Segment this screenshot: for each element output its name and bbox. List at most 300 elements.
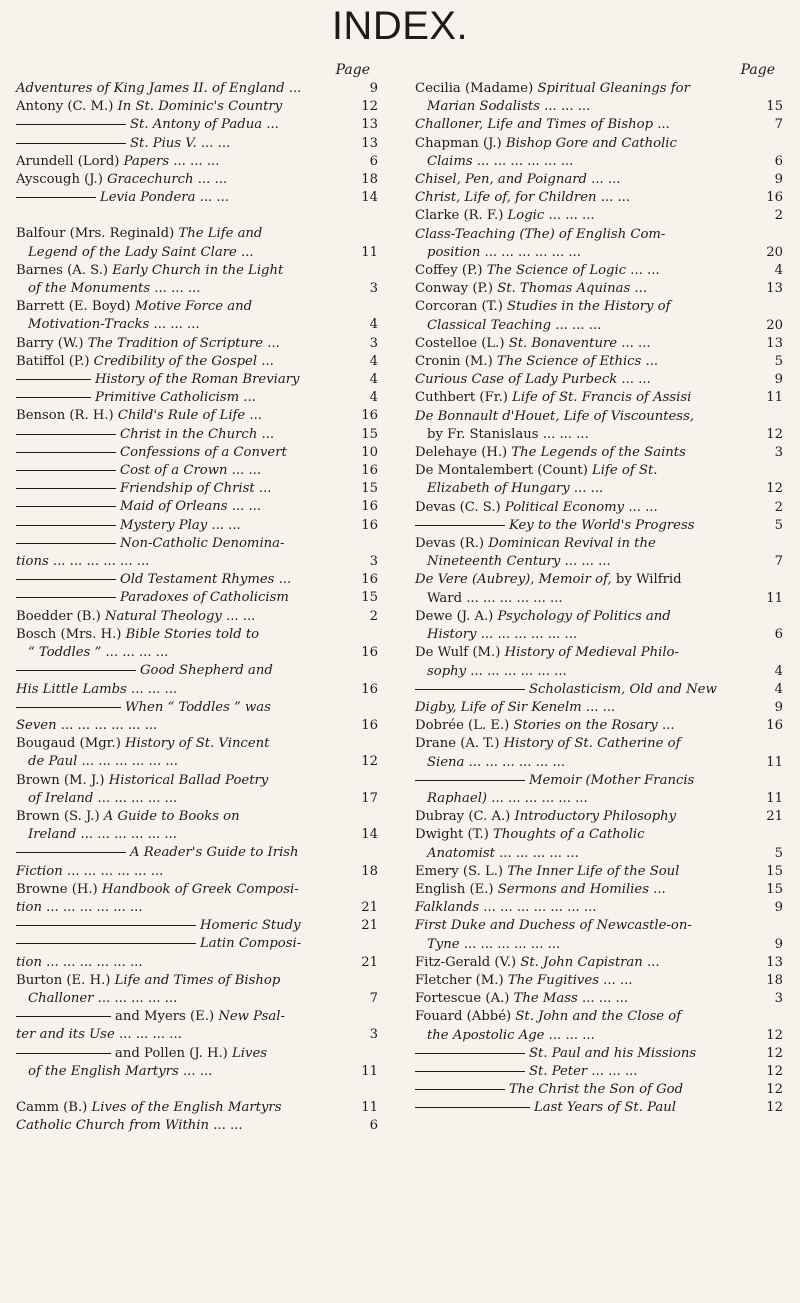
index-entry xyxy=(415,207,783,225)
entry-title: In St. Dominic's Country xyxy=(117,99,283,115)
index-entry xyxy=(415,408,783,426)
page-number: 15 xyxy=(766,99,783,115)
entry-title: Last Years of St. Paul xyxy=(534,1100,676,1116)
page-number: 5 xyxy=(774,845,783,861)
entry-title: Old Testament Rhymes xyxy=(120,572,275,588)
entry-title: Introductory Philosophy xyxy=(514,809,677,825)
entry-title: Life of St. xyxy=(592,463,658,479)
entry-author: Batiffol (P.) xyxy=(16,353,94,369)
page-number: 6 xyxy=(369,1118,378,1134)
entry-title: When “ Toddles ” was xyxy=(125,699,271,715)
leader-dots: ... ... xyxy=(209,1118,243,1134)
page-number: 14 xyxy=(361,827,378,843)
leader-dots: ... ... ... xyxy=(577,991,629,1007)
leader-dots: ... xyxy=(648,881,666,897)
entry-title: Legend of the Lady Saint Clare xyxy=(28,244,237,260)
leader-dots: ... ... ... ... ... xyxy=(93,790,178,806)
entry-title: Chisel, Pen, and Poignard xyxy=(415,172,587,188)
ditto-rule xyxy=(16,670,136,671)
entry-title: Motivation-Tracks xyxy=(28,317,150,333)
page-number: 9 xyxy=(774,699,783,715)
leader-dots: ... xyxy=(262,117,279,133)
index-entry xyxy=(16,935,378,953)
leader-dots: ... ... xyxy=(624,499,658,515)
entry-title: History of St. Catherine of xyxy=(503,736,681,752)
leader-dots: ... xyxy=(257,426,275,442)
entry-title: Elizabeth of Hungary xyxy=(427,481,570,497)
index-entry xyxy=(16,262,378,280)
entry-title: of the English Martyrs xyxy=(28,1063,179,1079)
index-column-left xyxy=(16,62,378,1135)
index-entry xyxy=(415,298,783,316)
leader-dots: ... xyxy=(657,718,675,734)
entry-title: de Paul xyxy=(28,754,78,770)
index-entry xyxy=(415,353,783,371)
leader-dots: ... ... xyxy=(227,499,262,515)
entry-title: St. Paul and his Missions xyxy=(529,1045,697,1061)
leader-dots: ... ... xyxy=(227,463,262,479)
index-entry xyxy=(415,735,783,753)
leader-dots: ... ... ... ... ... ... xyxy=(466,663,567,679)
entry-title: Papers xyxy=(123,153,170,169)
ditto-rule xyxy=(16,379,91,380)
entry-title: Bible Stories told to xyxy=(125,626,260,642)
index-entry xyxy=(415,644,783,662)
entry-title: History of St. Vincent xyxy=(125,736,270,752)
index-entry xyxy=(16,353,378,371)
entry-title: De Bonnault d'Houet, Life of Viscountess, xyxy=(415,408,695,424)
entry-title: Logic xyxy=(507,208,545,224)
entry-author: Dobrée (L. E.) xyxy=(415,718,514,734)
index-entry xyxy=(16,917,378,935)
leader-dots: ... ... ... xyxy=(544,1027,595,1043)
index-entry xyxy=(16,844,378,862)
leader-dots: ... ... ... ... ... xyxy=(93,990,178,1006)
page-number: 4 xyxy=(369,390,378,406)
index-entry xyxy=(415,590,783,608)
entry-author: Fletcher (M.) xyxy=(415,972,508,988)
index-entry xyxy=(16,116,378,134)
index-entry xyxy=(415,790,783,808)
page-number: 7 xyxy=(774,554,783,570)
leader-dots: ... ... ... ... xyxy=(101,645,169,661)
entry-title: Confessions of a Convert xyxy=(120,444,287,460)
index-entry xyxy=(415,717,783,735)
leader-dots: ... ... ... ... ... xyxy=(494,845,579,861)
leader-dots: ... ... ... ... ... ... xyxy=(56,717,158,733)
page-number: 16 xyxy=(361,408,378,424)
index-entry xyxy=(16,863,378,881)
entry-author: Burton (E. H.) xyxy=(16,972,115,988)
page-column-header: Page xyxy=(335,62,370,78)
entry-author: Dwight (T.) xyxy=(415,827,494,843)
entry-title: A Reader's Guide to Irish xyxy=(130,845,299,861)
entry-title: The Mass xyxy=(513,991,578,1007)
page-number: 3 xyxy=(369,335,378,351)
index-entry xyxy=(16,480,378,498)
index-entry xyxy=(415,626,783,644)
entry-title: Nineteenth Century xyxy=(427,554,561,570)
index-column-right xyxy=(415,62,783,1118)
page-number: 18 xyxy=(361,863,378,879)
entry-title: Homeric Study xyxy=(200,918,301,934)
entry-title: of the Monuments xyxy=(28,281,151,297)
page-number: 21 xyxy=(361,954,378,970)
page-number: 5 xyxy=(774,354,783,370)
leader-dots: ... xyxy=(642,954,660,970)
index-entry xyxy=(16,553,378,571)
entry-author: Cronin (M.) xyxy=(415,354,497,370)
page-number: 4 xyxy=(774,263,783,279)
index-entry xyxy=(16,589,378,607)
entry-title: Memoir (Mother Francis xyxy=(529,772,695,788)
index-entry xyxy=(16,1026,378,1044)
page-number: 12 xyxy=(766,1063,783,1079)
entry-title: tions xyxy=(16,554,49,570)
page-number: 11 xyxy=(766,790,783,806)
entry-author: Browne (H.) xyxy=(16,881,102,897)
entry-title: First Duke and Duchess of Newcastle-on- xyxy=(415,918,692,934)
index-entry xyxy=(415,681,783,699)
entry-title: St. Antony of Padua xyxy=(130,117,263,133)
entry-title: Classical Teaching xyxy=(427,317,552,333)
index-entry xyxy=(415,426,783,444)
entry-author: Fortescue (A.) xyxy=(415,991,514,1007)
index-entry xyxy=(415,936,783,954)
index-entry xyxy=(16,1063,378,1081)
index-entry xyxy=(16,699,378,717)
index-entry xyxy=(16,990,378,1008)
entry-author: Coffey (P.) xyxy=(415,263,487,279)
leader-dots: ... xyxy=(263,335,280,351)
index-entry xyxy=(16,681,378,699)
entry-author: and Myers (E.) xyxy=(115,1009,219,1025)
index-entry xyxy=(415,1081,783,1099)
index-entry xyxy=(415,863,783,881)
entry-title: St. John Capistran xyxy=(520,954,643,970)
entry-title: Ireland xyxy=(28,827,77,843)
page-number: 13 xyxy=(766,954,783,970)
page-number: 12 xyxy=(766,1045,783,1061)
page-number: 15 xyxy=(766,881,783,897)
entry-title: Christ, Life of, for Children xyxy=(415,190,597,206)
page-number: 16 xyxy=(361,517,378,533)
ditto-rule xyxy=(16,506,116,507)
entry-title: tion xyxy=(16,899,42,915)
index-entry xyxy=(415,444,783,462)
leader-dots: ... xyxy=(653,117,670,133)
index-entry xyxy=(415,135,783,153)
page-number: 21 xyxy=(361,918,378,934)
index-entry xyxy=(16,335,378,353)
page-number: 17 xyxy=(361,790,378,806)
entry-author: Bougaud (Mgr.) xyxy=(16,736,126,752)
page-number: 9 xyxy=(774,936,783,952)
index-entry xyxy=(415,1008,783,1026)
index-entry xyxy=(16,189,378,207)
entry-title: Adventures of King James II. of England xyxy=(16,81,285,96)
entry-author: Costelloe (L.) xyxy=(415,335,509,351)
entry-title: St. Pius V. xyxy=(130,135,197,151)
index-entry xyxy=(415,317,783,335)
entry-title: “ Toddles ” xyxy=(28,645,102,661)
entry-title: History of the Roman Breviary xyxy=(95,372,300,388)
entry-author: De Wulf (M.) xyxy=(415,645,505,661)
entry-title: History of Medieval Philo- xyxy=(504,645,679,661)
entry-author: Barry (W.) xyxy=(16,335,88,351)
entry-title: Thoughts of a Catholic xyxy=(493,827,645,843)
ditto-rule xyxy=(415,1071,525,1072)
index-entry xyxy=(415,98,783,116)
entry-title: The Fugitives xyxy=(507,972,599,988)
index-entry xyxy=(415,171,783,189)
index-entry xyxy=(16,225,378,243)
index-entry xyxy=(16,626,378,644)
index-entry xyxy=(415,535,783,553)
page-number: 7 xyxy=(369,990,378,1006)
entry-title: Paradoxes of Catholicism xyxy=(120,590,289,606)
entry-title: Claims xyxy=(427,153,473,169)
page-number: 12 xyxy=(766,481,783,497)
entry-title: Handbook of Greek Composi- xyxy=(101,881,299,897)
page-number: 7 xyxy=(774,117,783,133)
entry-title: Christ in the Church xyxy=(120,426,258,442)
entry-author: Brown (S. J.) xyxy=(16,808,104,824)
page-number: 15 xyxy=(361,426,378,442)
page-number: 4 xyxy=(774,663,783,679)
page-number: 16 xyxy=(766,190,783,206)
entry-gap xyxy=(16,1081,378,1099)
ditto-rule xyxy=(16,452,116,453)
leader-dots: ... ... ... ... ... ... xyxy=(476,627,578,643)
index-entry xyxy=(16,881,378,899)
index-entry xyxy=(415,153,783,171)
page-number: 12 xyxy=(361,99,378,115)
index-entry xyxy=(16,535,378,553)
leader-dots: ... ... ... ... ... ... xyxy=(487,790,588,806)
entry-title: Non-Catholic Denomina- xyxy=(120,535,285,551)
page-number: 21 xyxy=(766,809,783,825)
page-number: 14 xyxy=(361,190,378,206)
leader-dots: ... ... ... xyxy=(169,153,220,169)
entry-author: Benson (R. H.) xyxy=(16,408,118,424)
page-number: 10 xyxy=(361,444,378,460)
leader-dots: ... ... xyxy=(569,481,604,497)
index-entry xyxy=(16,171,378,189)
entry-title: The Legends of the Saints xyxy=(511,445,686,461)
page-number: 13 xyxy=(361,135,378,151)
index-entry xyxy=(16,608,378,626)
ditto-rule xyxy=(16,488,116,489)
page-number: 5 xyxy=(774,517,783,533)
entry-title: Political Economy xyxy=(504,499,625,515)
entry-author: Brown (M. J.) xyxy=(16,772,109,788)
entry-title: A Guide to Books on xyxy=(103,808,240,824)
entry-author: Arundell (Lord) xyxy=(16,153,124,169)
entry-title: Key to the World's Progress xyxy=(509,517,695,533)
page-number: 3 xyxy=(774,991,783,1007)
index-entry xyxy=(415,262,783,280)
index-entry xyxy=(16,1117,378,1135)
page-number: 16 xyxy=(361,463,378,479)
entry-title: Life and Times of Bishop xyxy=(114,972,281,988)
index-entry xyxy=(415,663,783,681)
leader-dots: ... ... ... xyxy=(149,317,200,333)
entry-title: Early Church in the Light xyxy=(112,262,284,278)
index-entry xyxy=(16,1045,378,1063)
index-entry xyxy=(16,790,378,808)
leader-dots: ... ... ... ... ... ... xyxy=(76,827,177,843)
index-entry xyxy=(415,462,783,480)
entry-author: Conway (P.) xyxy=(415,281,498,297)
index-entry xyxy=(415,189,783,207)
index-entry xyxy=(415,881,783,899)
leader-dots: ... ... ... ... ... ... xyxy=(41,954,143,970)
entry-title: St. John and the Close of xyxy=(515,1009,682,1025)
entry-author: Drane (A. T.) xyxy=(415,736,504,752)
index-entry xyxy=(415,826,783,844)
index-entry xyxy=(16,954,378,972)
entry-title: the Apostolic Age xyxy=(427,1027,545,1043)
leader-dots: ... ... xyxy=(178,1063,213,1079)
entry-title: Sermons and Homilies xyxy=(497,881,649,897)
entry-title: History xyxy=(427,627,477,643)
entry-title: Digby, Life of Sir Kenelm xyxy=(415,699,582,715)
entry-title: ter and its Use xyxy=(16,1027,115,1043)
leader-dots: ... xyxy=(641,354,659,370)
entry-title: Class-Teaching (The) of English Com- xyxy=(415,226,666,242)
ditto-rule xyxy=(16,579,116,580)
entry-author: Chapman (J.) xyxy=(415,135,506,151)
entry-title: Anatomist xyxy=(427,845,495,861)
ditto-rule xyxy=(415,1089,505,1090)
entry-title: Cost of a Crown xyxy=(120,463,228,479)
ditto-rule xyxy=(16,543,116,544)
leader-dots: ... ... ... ... xyxy=(114,1027,182,1043)
leader-dots: ... ... xyxy=(196,135,231,151)
ditto-rule xyxy=(415,1053,525,1054)
entry-title: The Life and xyxy=(178,226,263,242)
entry-author: Devas (C. S.) xyxy=(415,499,505,515)
leader-dots: ... xyxy=(630,281,648,297)
page-number: 11 xyxy=(361,1063,378,1079)
page-number: 6 xyxy=(369,153,378,169)
index-entry xyxy=(415,1045,783,1063)
page-number: 2 xyxy=(774,208,783,224)
entry-title: Challoner xyxy=(28,990,94,1006)
page-number: 9 xyxy=(369,81,378,96)
entry-author: Balfour (Mrs. Reginald) xyxy=(16,226,179,242)
index-entry xyxy=(415,553,783,571)
entry-title: sophy xyxy=(427,663,467,679)
entry-title: of Ireland xyxy=(28,790,94,806)
entry-title: Falklands xyxy=(415,900,480,916)
entry-author: Cecilia (Madame) xyxy=(415,81,538,96)
page-number: 12 xyxy=(766,426,783,442)
page-number: 15 xyxy=(361,590,378,606)
leader-dots: ... ... xyxy=(617,335,651,351)
ditto-rule xyxy=(16,1016,111,1017)
entry-author: Emery (S. L.) xyxy=(415,863,508,879)
entry-author: Dewe (J. A.) xyxy=(415,608,498,624)
index-entry xyxy=(16,735,378,753)
entry-title: Stories on the Rosary xyxy=(513,718,658,734)
index-entry xyxy=(16,808,378,826)
entry-author: Boedder (B.) xyxy=(16,608,105,624)
page-number: 16 xyxy=(361,572,378,588)
entry-title: Psychology of Politics and xyxy=(497,608,671,624)
entry-author: Barnes (A. S.) xyxy=(16,262,113,278)
page-column-header: Page xyxy=(740,62,775,78)
leader-dots: ... ... ... xyxy=(587,1063,638,1079)
page-number: 11 xyxy=(766,590,783,606)
entry-title: Scholasticism, Old and New xyxy=(529,681,717,697)
entry-author: Ward xyxy=(427,590,463,606)
entry-title: The Christ the Son of God xyxy=(509,1082,684,1098)
page-number: 2 xyxy=(369,608,378,624)
entry-title: Curious Case of Lady Purbeck xyxy=(415,372,618,388)
index-entry xyxy=(415,772,783,790)
entry-title: Fiction xyxy=(16,863,63,879)
entry-title: Latin Composi- xyxy=(200,936,302,952)
index-entry xyxy=(415,1063,783,1081)
entry-author: Dubray (C. A.) xyxy=(415,809,515,825)
page-number: 2 xyxy=(774,499,783,515)
entry-title: Life of St. Francis of Assisi xyxy=(512,390,692,406)
leader-dots: ... ... xyxy=(193,172,228,188)
entry-author-suffix: by Wilfrid xyxy=(611,572,682,588)
entry-author: Barrett (E. Boyd) xyxy=(16,299,135,315)
leader-dots: ... ... ... xyxy=(150,281,201,297)
entry-title: Challoner, Life and Times of Bishop xyxy=(415,117,654,133)
page-number: 15 xyxy=(361,481,378,497)
entry-title: Levia Pondera xyxy=(100,190,196,206)
leader-dots: ... ... ... xyxy=(551,317,602,333)
page-number: 13 xyxy=(766,281,783,297)
page-number: 18 xyxy=(361,172,378,188)
ditto-rule xyxy=(16,707,121,708)
leader-dots: ... ... xyxy=(581,699,616,715)
entry-title: Good Shepherd and xyxy=(140,663,273,679)
page-number: 20 xyxy=(766,244,783,260)
leader-dots: ... xyxy=(239,390,256,406)
entry-title: His Little Lambs xyxy=(16,681,127,697)
ditto-rule xyxy=(16,397,91,398)
entry-title: position xyxy=(427,244,481,260)
index-entry xyxy=(415,699,783,717)
page-number: 16 xyxy=(361,645,378,661)
index-entry xyxy=(415,480,783,498)
page-number: 3 xyxy=(369,281,378,297)
entry-title: Natural Theology xyxy=(104,608,222,624)
leader-dots: ... ... ... ... ... ... xyxy=(480,244,581,260)
page-number: 21 xyxy=(361,899,378,915)
entry-title: Studies in the History of xyxy=(507,299,671,315)
ditto-rule xyxy=(16,1053,111,1054)
entry-title: The Science of Ethics xyxy=(496,354,642,370)
index-entry xyxy=(415,899,783,917)
page-number: 9 xyxy=(774,372,783,388)
entry-author: Fouard (Abbé) xyxy=(415,1009,516,1025)
entry-title: Primitive Catholicism xyxy=(95,390,240,406)
index-entry xyxy=(16,371,378,389)
entry-title: Spiritual Gleanings for xyxy=(537,81,690,96)
entry-title: Historical Ballad Poetry xyxy=(108,772,269,788)
entry-title: Friendship of Christ xyxy=(120,481,255,497)
index-entry xyxy=(415,280,783,298)
page-number: 16 xyxy=(361,499,378,515)
page-number: 4 xyxy=(369,317,378,333)
